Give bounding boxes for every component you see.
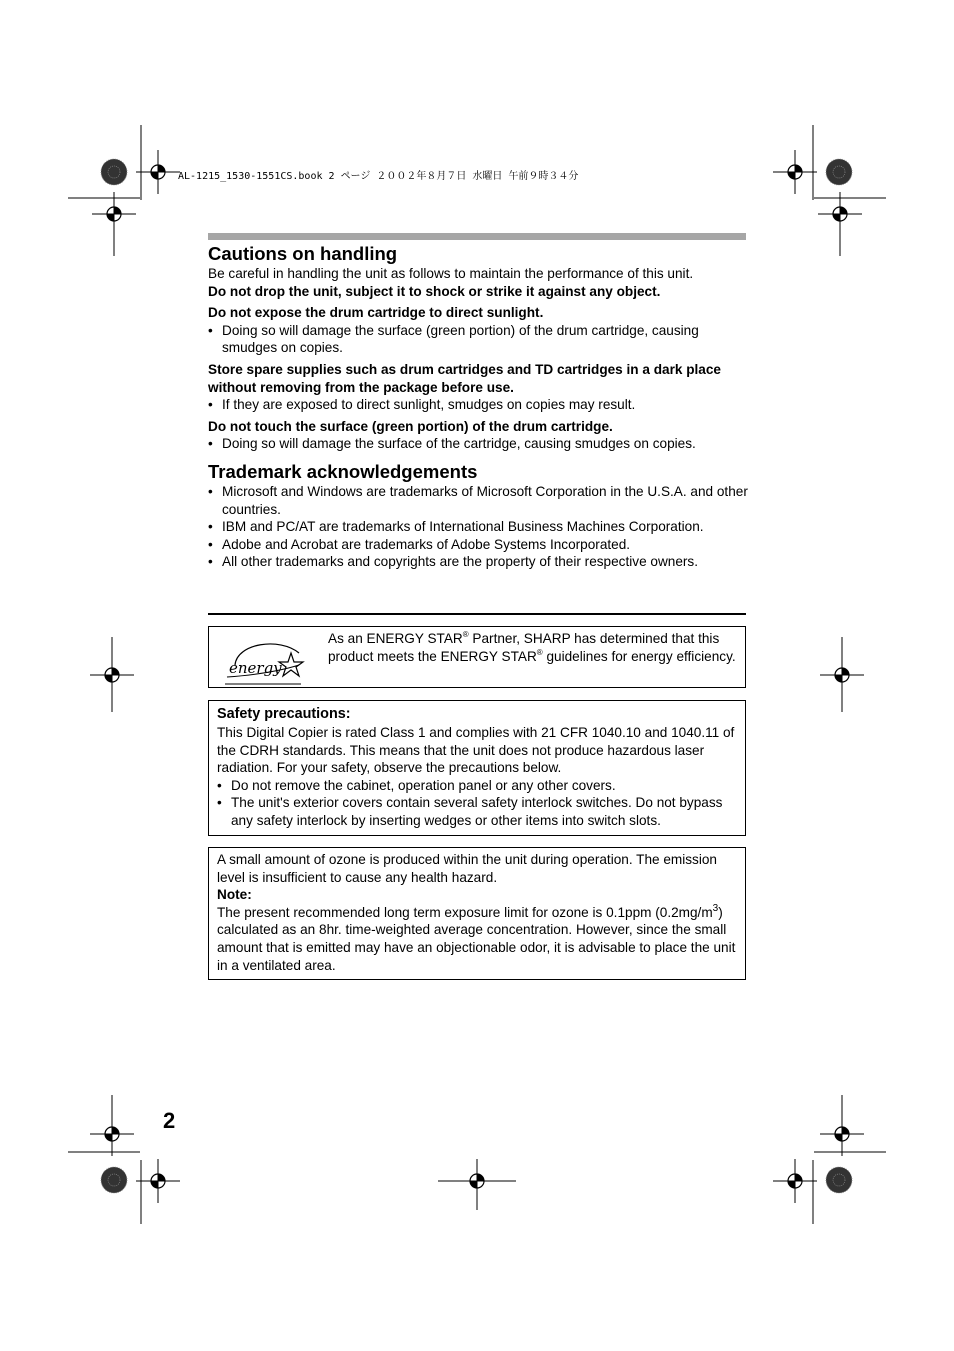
horizontal-rule (208, 613, 746, 615)
list-item: • Doing so will damage the surface of the cartridge, causing smudges on copies. (208, 435, 748, 453)
safety-precautions-box (208, 700, 746, 836)
cautions-warning: Do not drop the unit, subject it to shock or strike it against any object. (208, 283, 661, 299)
energy-star-text: As an ENERGY STAR® Partner, SHARP has determined that this product meets the ENERGY STAR® guidelines for energy efficiency. (328, 630, 736, 664)
list-item: • Microsoft and Windows are trademarks of Microsoft Corporation in the U.S.A. and other countries. (208, 483, 748, 518)
caution-heading-sunlight: Do not expose the drum cartridge to direct sunlight. (208, 305, 544, 321)
list-item: • Do not remove the cabinet, operation panel or any other covers. (217, 777, 737, 795)
list-item: • IBM and PC/AT are trademarks of International Business Machines Corporation. (208, 518, 748, 536)
trademark-list (208, 483, 748, 571)
safety-body: This Digital Copier is rated Class 1 and complies with 21 CFR 1040.10 and 1040.11 of the CDRH standards. This means that the unit does not produce hazardous laser radiation. For your safety, observe the precautions below. (217, 725, 735, 776)
svg-text:energy: energy (229, 659, 282, 677)
main-content (208, 242, 748, 571)
ozone-note-label: Note: (217, 887, 252, 903)
list-item: • Doing so will damage the surface (green portion) of the drum cartridge, causing smudges on copies. (208, 322, 748, 357)
energy-star-logo-icon (225, 635, 305, 685)
cautions-intro: Be careful in handling the unit as follows to maintain the performance of this unit. (208, 266, 694, 281)
page-number: 2 (163, 1108, 176, 1133)
list-item: • If they are exposed to direct sunlight, smudges on copies may result. (208, 396, 748, 414)
color-target-icon (826, 159, 852, 185)
caution-heading-storage: Store spare supplies such as drum cartridges and TD cartridges in a dark place without removing from the package before use. (208, 361, 721, 395)
ozone-notice-box (208, 847, 746, 980)
section-divider-bar (208, 233, 746, 240)
list-item: • All other trademarks and copyrights are the property of their respective owners. (208, 553, 748, 571)
safety-title: Safety precautions: (217, 706, 351, 722)
safety-list (217, 777, 737, 830)
list-item: • The unit's exterior covers contain several safety interlock switches. Do not bypass any safety interlock by inserting wedges or other items into switch slots. (217, 794, 737, 829)
caution-list-sunlight (208, 322, 748, 357)
ozone-note: The present recommended long term exposure limit for ozone is 0.1ppm $(0.2mg/m^3)$ calculated as an 8hr. time-weighted average concentration. However, since the small amount that is emitted may have an objectionable odor, it is advisable to place the unit in a ventilated area. (217, 902, 736, 973)
trademarks-title: Trademark acknowledgements (208, 460, 478, 482)
ozone-body: A small amount of ozone is produced within the unit during operation. The emission level is insufficient to cause any health hazard. (217, 852, 717, 885)
color-target-icon (101, 159, 127, 185)
energy-star-box (208, 626, 746, 688)
caution-list-surface (208, 435, 748, 453)
book-info-header: AL-1215_1530-1551CS.book 2 ページ ２００２年８月７日 水曜日 午前９時３４分 (178, 171, 579, 182)
caution-heading-surface: Do not touch the surface (green portion) of the drum cartridge. (208, 418, 613, 434)
list-item: • Adobe and Acrobat are trademarks of Adobe Systems Incorporated. (208, 536, 748, 554)
color-target-icon (101, 1167, 127, 1193)
color-target-icon (826, 1167, 852, 1193)
caution-list-storage (208, 396, 748, 414)
cautions-title: Cautions on handling (208, 243, 398, 264)
